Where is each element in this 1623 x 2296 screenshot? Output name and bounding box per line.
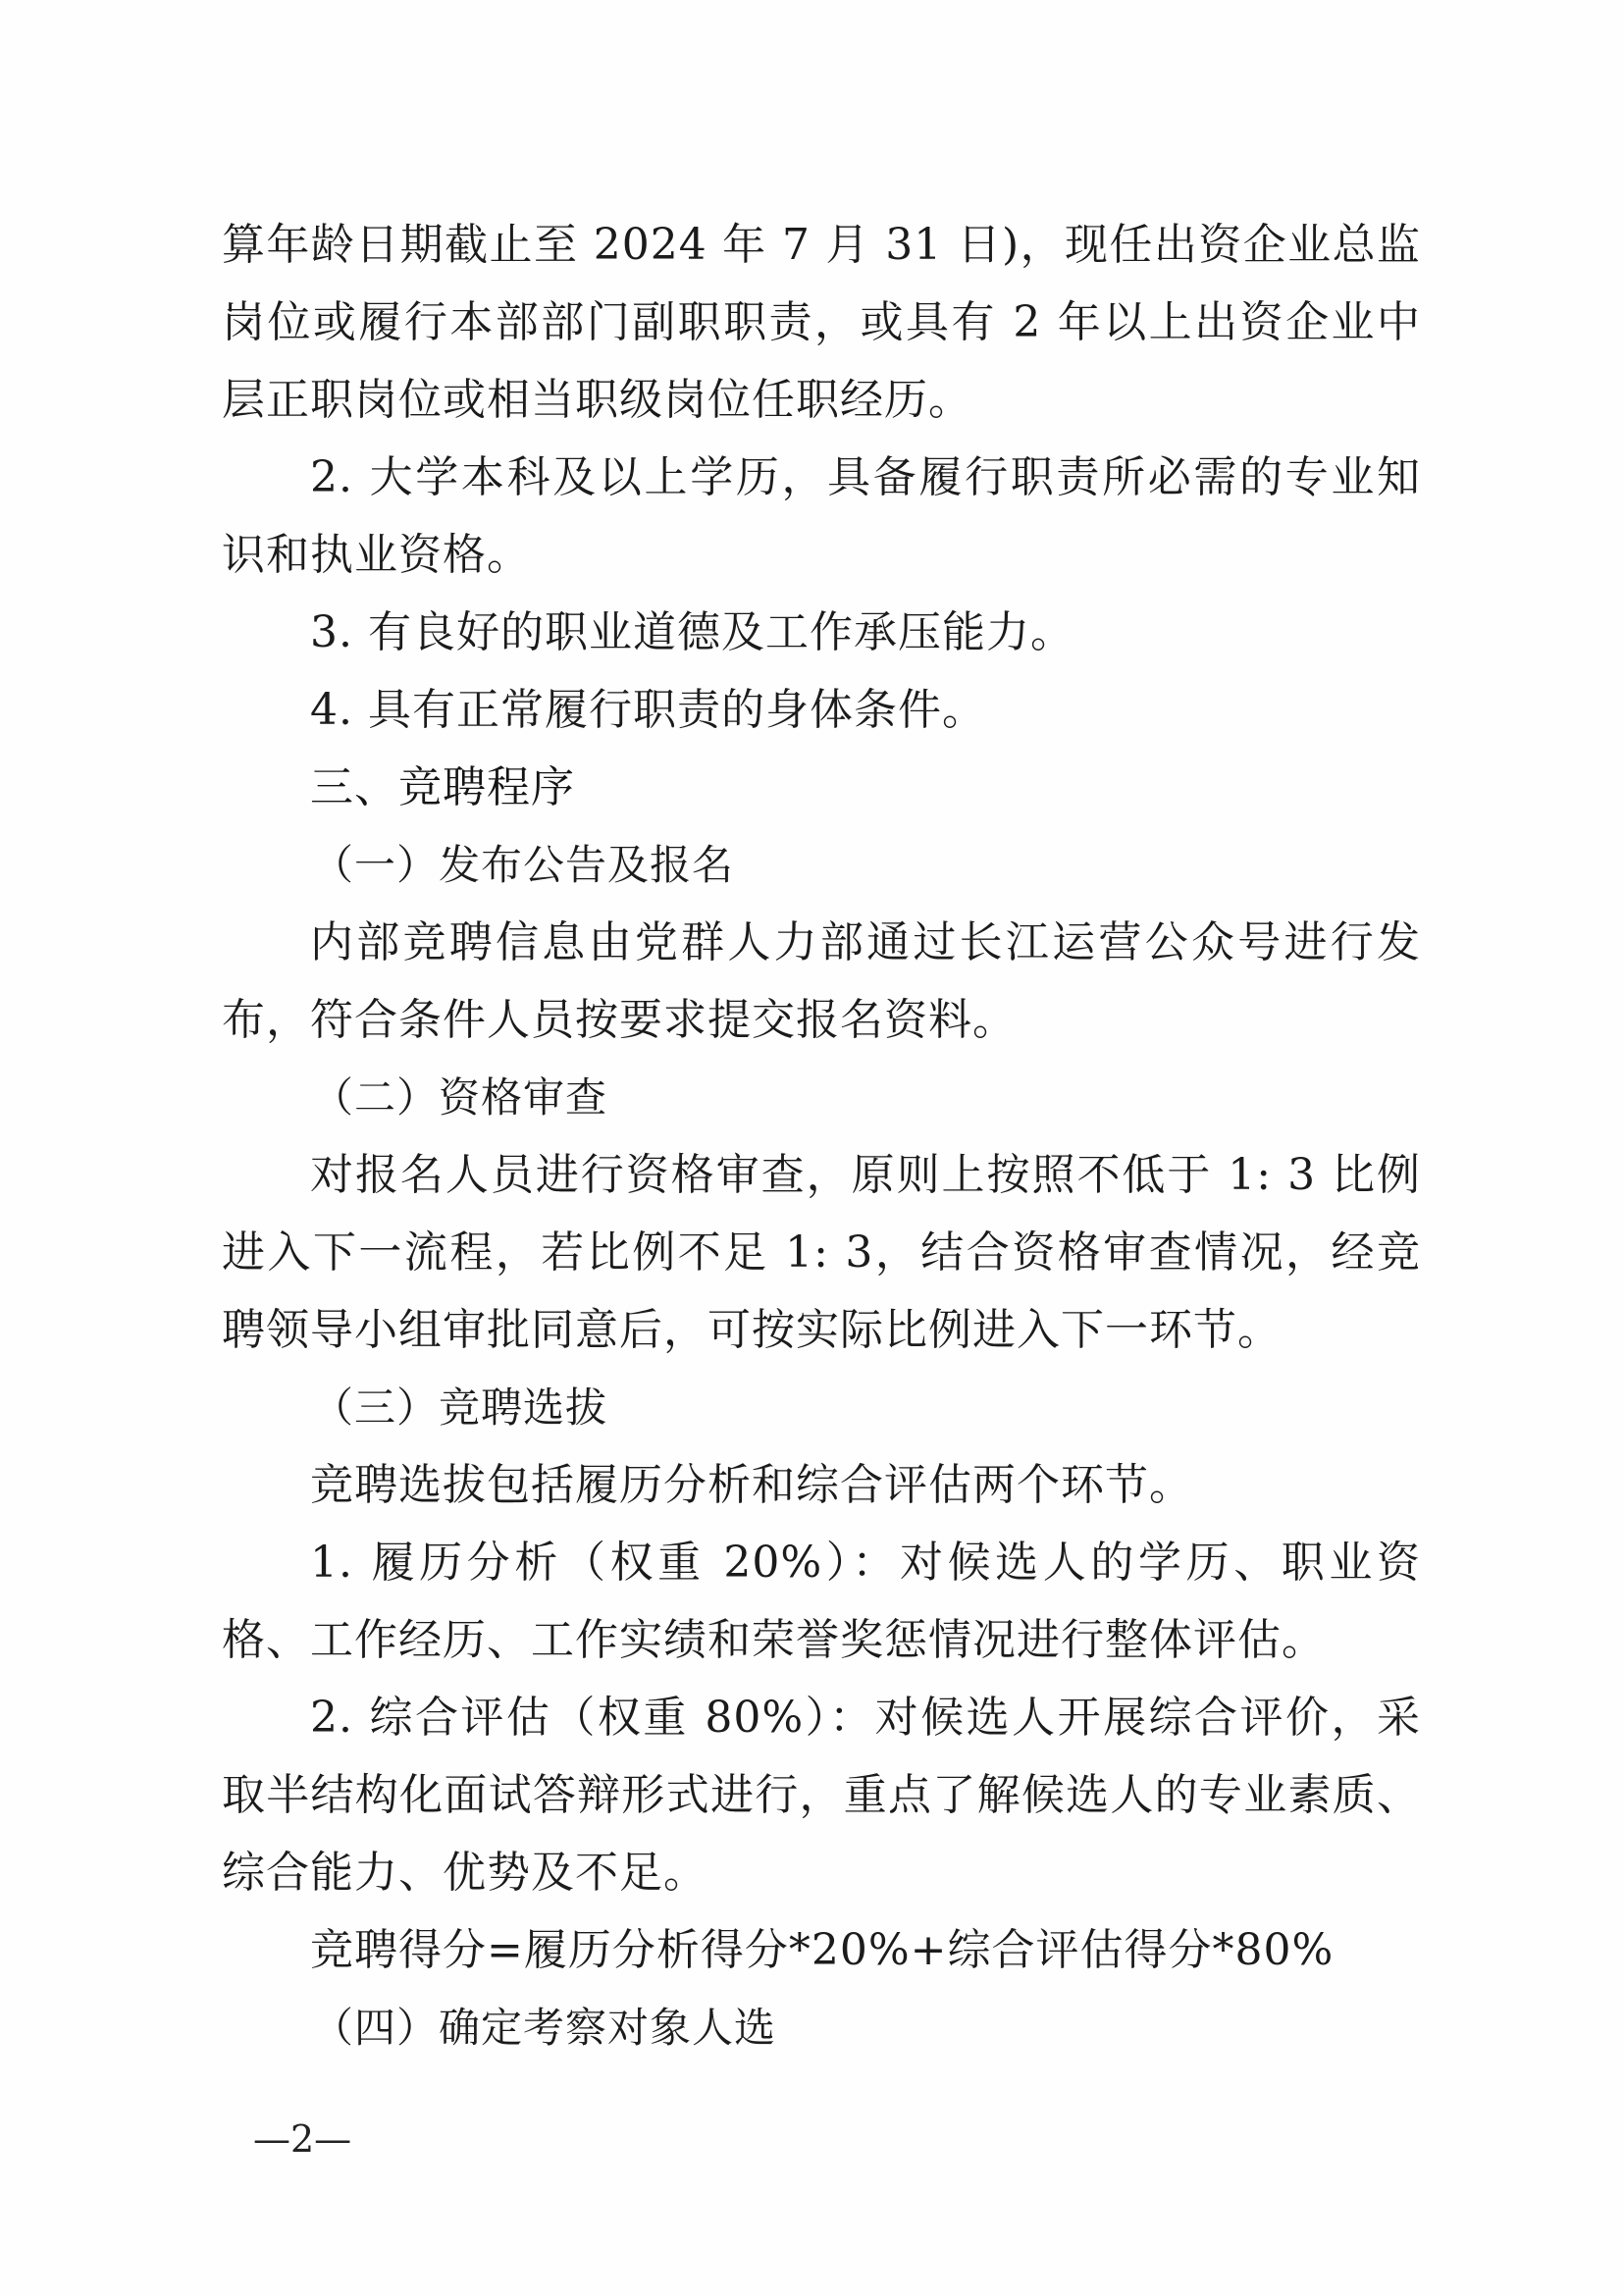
paragraph-selection-intro: 竞聘选拔包括履历分析和综合评估两个环节。 [310, 1460, 1193, 1510]
subsection-heading-announcement: （一）发布公告及报名 [312, 841, 735, 889]
subsection-heading-selection: （三）竞聘选拔 [312, 1383, 608, 1432]
page-number: —2— [253, 2117, 352, 2161]
document-body [222, 206, 1421, 2066]
paragraph-ethics: 3. 有良好的职业道德及工作承压能力。 [310, 607, 1074, 657]
paragraph-health: 4. 具有正常履行职责的身体条件。 [310, 685, 986, 735]
paragraph-resume-analysis: 1. 履历分析（权重 20%）：对候选人的学历、职业资格、工作经历、工作实绩和荣誉奖惩情况进行整体评估。 [222, 1538, 1421, 1665]
paragraph-announcement: 内部竞聘信息由党群人力部通过长江运营公众号进行发布，符合条件人员按要求提交报名资料。 [222, 917, 1421, 1045]
paragraph-eligibility-continued: 算年龄日期截止至 2024 年 7 月 31 日)，现任出资企业总监岗位或履行本部部门副职职责，或具有 2 年以上出资企业中层正职岗位或相当职级岗位任职经历。 [222, 220, 1421, 425]
paragraph-qualification-review: 对报名人员进行资格审查，原则上按照不低于 1: 3 比例进入下一流程，若比例不足 1: 3，结合资格审查情况，经竞聘领导小组审批同意后，可按实际比例进入下一环节。 [222, 1150, 1421, 1355]
subsection-heading-candidate-determination: （四）确定考察对象人选 [312, 2004, 777, 2052]
paragraph-score-formula: 竞聘得分=履历分析得分*20%+综合评估得分*80% [310, 1925, 1335, 1975]
section-heading-procedure: 三、竞聘程序 [310, 762, 575, 812]
paragraph-comprehensive-evaluation: 2. 综合评估（权重 80%）：对候选人开展综合评价，采取半结构化面试答辩形式进行，重点了解候选人的专业素质、综合能力、优势及不足。 [222, 1693, 1421, 1898]
subsection-heading-qualification-review: （二）资格审查 [312, 1073, 608, 1122]
paragraph-education: 2. 大学本科及以上学历，具备履行职责所必需的专业知识和执业资格。 [222, 452, 1421, 580]
